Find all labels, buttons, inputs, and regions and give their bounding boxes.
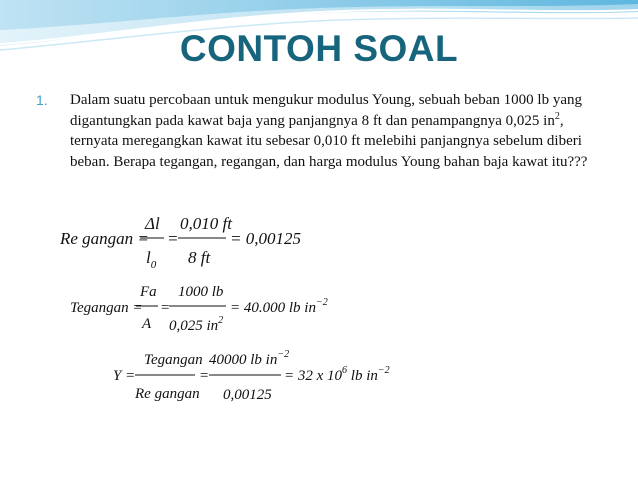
- tegangan-frac1-num: Fa: [140, 284, 157, 300]
- regangan-frac2-num: 0,010 ft: [180, 214, 232, 233]
- problem-text-superscript: 2: [554, 110, 560, 122]
- regangan-result: = 0,00125: [230, 229, 301, 248]
- list-number: 1.: [36, 92, 48, 108]
- young-eq1: =: [199, 368, 210, 384]
- regangan-eq1: =: [167, 229, 179, 248]
- young-frac2-num: 40000 lb $in^{-2}$: [209, 349, 290, 368]
- young-lhs: Y =: [113, 368, 136, 384]
- regangan-frac1-num: Δl: [145, 214, 160, 233]
- young-frac1-den: Re gangan: [135, 386, 200, 402]
- young-result: = 32 x $10^6$ lb $in^{-2}$: [284, 365, 390, 384]
- problem-text-part1: Dalam suatu percobaan untuk mengukur modulus Young, sebuah beban 1000 lb yang digantungkan pada kawat baja yang panjangnya 8 ft dan penampangnya 0,025 in: [70, 92, 582, 129]
- equation-regangan: [60, 203, 380, 273]
- slide-title: CONTOH SOAL: [179, 28, 459, 69]
- problem-text-part2: , ternyata meregangkan kawat itu sebesar 0,010 ft melebihi panjangnya sebelum diberi beban. Berapa tegangan, regangan, dan harga modulus Young bahan baja kawat itu???: [70, 112, 588, 170]
- young-frac2-den: 0,00125: [223, 387, 272, 403]
- tegangan-eq1: =: [160, 300, 171, 316]
- regangan-frac1-den: $l_0$: [146, 248, 157, 271]
- young-frac1-num: Tegangan: [144, 352, 203, 368]
- tegangan-result: = 40.000 lb $in^{-2}$: [230, 297, 328, 316]
- tegangan-frac2-num: 1000 lb: [178, 284, 224, 300]
- regangan-lhs: Re gangan =: [60, 229, 149, 248]
- regangan-frac2-den: 8 ft: [188, 248, 211, 267]
- tegangan-frac2-den: 0,025 $in^2$: [169, 315, 224, 334]
- equation-tegangan: [70, 276, 390, 340]
- tegangan-lhs: Tegangan =: [70, 300, 143, 316]
- equation-young: [113, 344, 403, 408]
- tegangan-frac1-den: A: [142, 316, 152, 332]
- problem-text: [70, 90, 600, 172]
